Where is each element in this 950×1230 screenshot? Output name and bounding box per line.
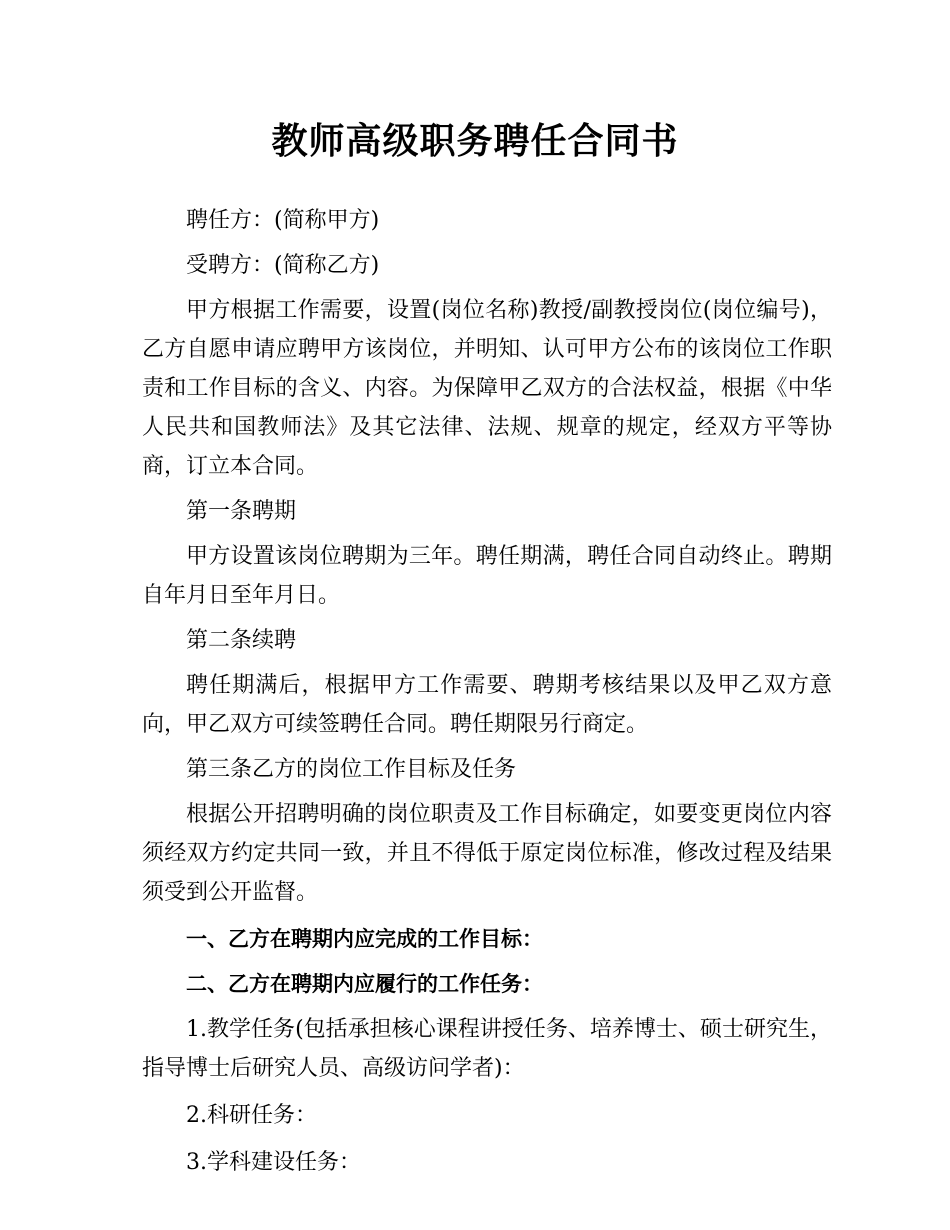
task-discipline: 3.学科建设任务：: [186, 1150, 361, 1175]
article-3-text: 根据公开招聘明确的岗位职责及工作目标确定，如要变更岗位内容须经双方约定共同一致，并且不得低于原定岗位标准，修改过程及结果须受到公开监督。: [142, 802, 832, 905]
preamble-paragraph: 甲方根据工作需要，设置(岗位名称)教授/副教授岗位(岗位编号)，乙方自愿申请应聘甲方该岗位，并明知、认可甲方公布的该岗位工作职责和工作目标的含义、内容。为保障甲乙双方的合法权益，根据《中华人民共和国教师法》及其它法律、法规、规章的规定，经双方平等协商，订立本合同。: [142, 298, 832, 479]
task-teaching: 1.教学任务(包括承担核心课程讲授任务、培养博士、硕士研究生，指导博士后研究人员、高级访问学者)：: [142, 1017, 832, 1081]
article-1-text: 甲方设置该岗位聘期为三年。聘任期满，聘任合同自动终止。聘期自年月日至年月日。: [142, 544, 832, 608]
article-2-text: 聘任期满后，根据甲方工作需要、聘期考核结果以及甲乙双方意向，甲乙双方可续签聘任合同。聘任期限另行商定。: [142, 673, 832, 737]
document-body: [142, 201, 832, 1188]
section-1-heading: 一、乙方在聘期内应完成的工作目标：: [186, 927, 543, 951]
section-2-heading: 二、乙方在聘期内应履行的工作任务：: [186, 972, 543, 996]
article-3-heading: 第三条乙方的岗位工作目标及任务: [186, 757, 517, 782]
party-a-line: 聘任方：(简称甲方): [186, 208, 380, 233]
document-title: 教师高级职务聘任合同书: [271, 121, 679, 162]
task-research: 2.科研任务：: [186, 1103, 317, 1128]
party-b-line: 受聘方：(简称乙方): [186, 253, 380, 278]
article-1-heading: 第一条聘期: [186, 499, 297, 524]
article-2-heading: 第二条续聘: [186, 628, 297, 653]
